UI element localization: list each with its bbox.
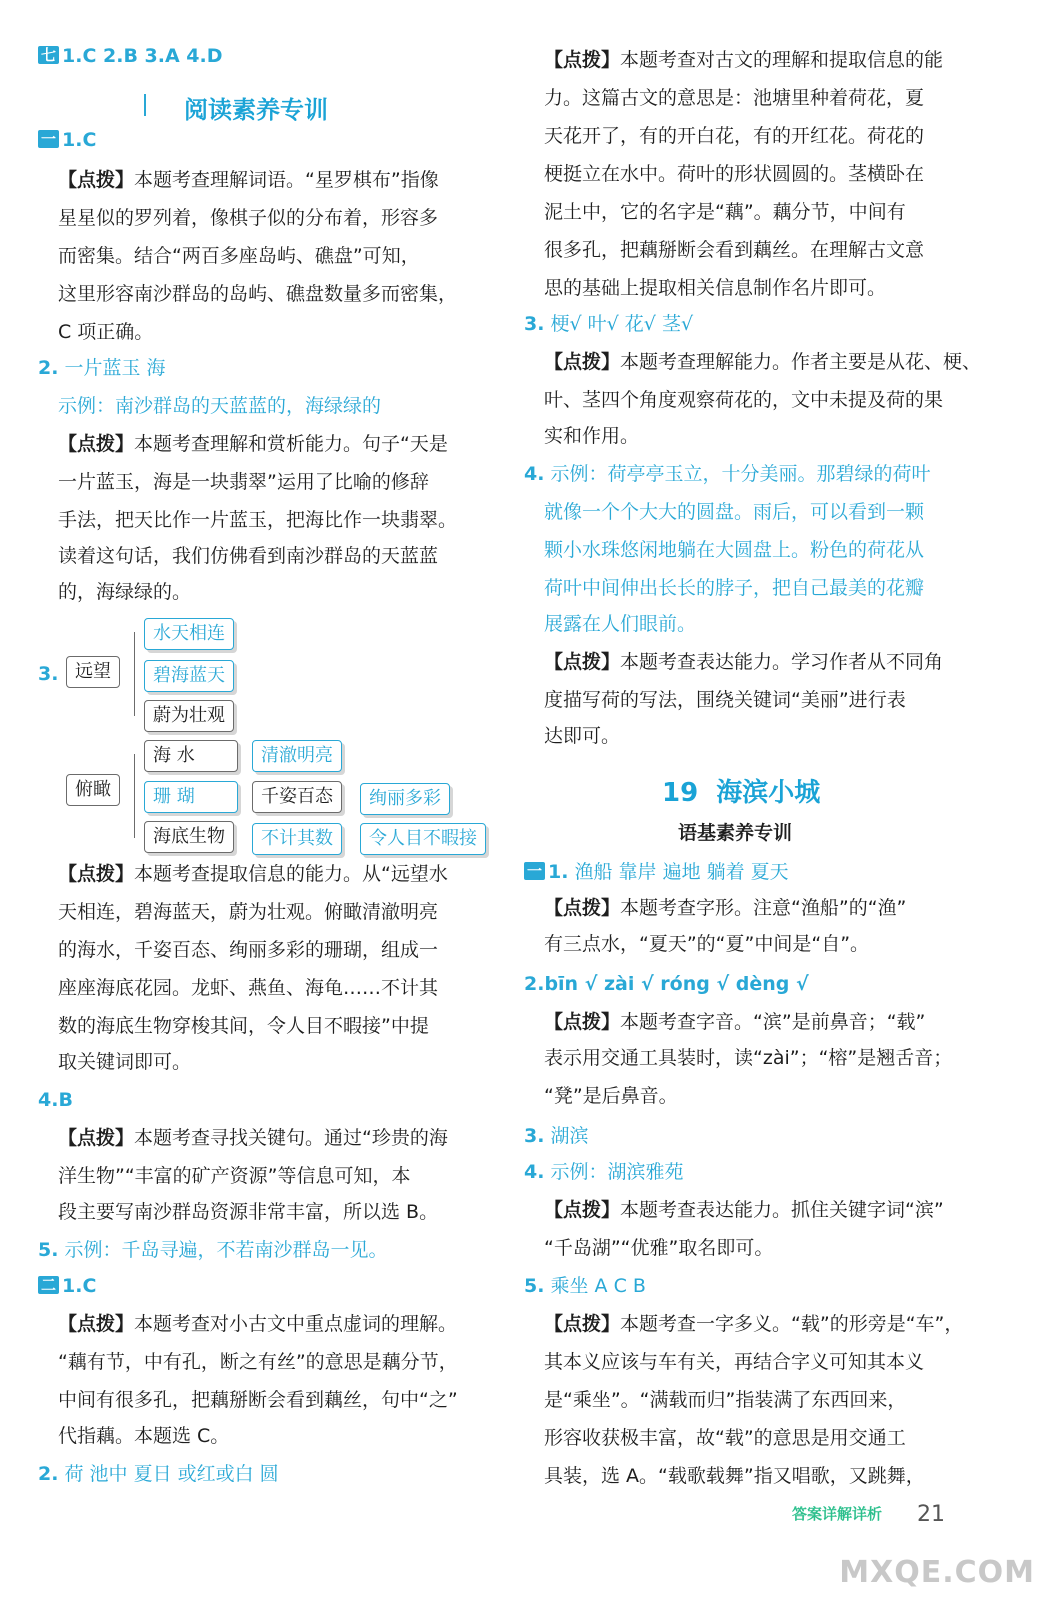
tip-line: 的，海绿绿的。	[58, 581, 192, 603]
p1-q4: 4. 示例：湖滨雅苑	[524, 1161, 684, 1183]
tip-line: “凳”是后鼻音。	[544, 1085, 678, 1107]
tip-line: 而密集。结合“两百多座岛屿、礁盘”可知，	[58, 245, 420, 267]
footer-tag: 答案详解详析	[792, 1505, 883, 1523]
part-2-q2: 2. 荷 池中 夏日 或红或白 圆	[38, 1463, 279, 1485]
tip-line: 有三点水，“夏天”的“夏”中间是“自”。	[544, 933, 870, 955]
tip-line: 天花开了，有的开白花，有的开红花。荷花的	[544, 125, 925, 147]
tip-line: 具装，选 A。“载歌载舞”指又唱歌，又跳舞，	[544, 1465, 925, 1487]
p1-q1: 一 1. 渔船 靠岸 遍地 躺着 夏天	[524, 860, 789, 884]
diagram-answer-box: 绚丽多彩	[360, 783, 450, 815]
example-answer-line: 就像一个个大大的圆盘。雨后，可以看到一颗	[544, 501, 925, 523]
p1-q3: 3. 湖滨	[524, 1125, 589, 1147]
tip-line: 座座海底花园。龙虾、燕鱼、海龟……不计其	[58, 977, 439, 999]
tip-line: 【点拨】本题考查表达能力。抓住关键字词“滨”	[544, 1199, 944, 1221]
tip-line: 【点拨】本题考查一字多义。“载”的形旁是“车”，	[544, 1313, 964, 1335]
page-number: 21	[917, 1502, 945, 1527]
tip-line: 【点拨】本题考查字音。“滨”是前鼻音；“载”	[544, 1011, 926, 1033]
diagram-bracket	[134, 754, 135, 838]
tip-line: 【点拨】本题考查提取信息的能力。从“远望水	[58, 863, 448, 885]
tip-line: 很多孔，把藕掰断会看到藕丝。在理解古文意	[544, 239, 925, 261]
tip-line: 梗挺立在水中。荷叶的形状圆圆的。茎横卧在	[544, 163, 925, 185]
tip-line: 实和作用。	[544, 425, 640, 447]
diagram-box: 海 水	[144, 740, 238, 772]
part-1-q2: 2. 一片蓝玉 海	[38, 357, 166, 379]
diagram-box: 海底生物	[144, 821, 234, 853]
tip-line: 叶、茎四个角度观察荷花的，文中未提及荷的果	[544, 389, 944, 411]
tip-line: “藕有节，中有孔，断之有丝”的意思是藕分节，	[58, 1351, 458, 1373]
tip-line: 度描写荷的写法，围绕关键词“美丽”进行表	[544, 689, 906, 711]
part-1-q1: 一 1.C	[38, 128, 96, 152]
tip-line: 达即可。	[544, 725, 621, 747]
diagram-box: 蔚为壮观	[144, 700, 234, 732]
lesson-heading	[662, 772, 820, 809]
tip-line: 中间有很多孔，把藕掰断会看到藕丝，句中“之”	[58, 1389, 458, 1411]
tip-line: 泥土中，它的名字是“藕”。藕分节，中间有	[544, 201, 906, 223]
tip-line: 读着这句话，我们仿佛看到南沙群岛的天蓝蓝	[58, 545, 439, 567]
subsection-title: 语基素养专训	[678, 822, 793, 844]
tip-line: 这里形容南沙群岛的岛屿、礁盘数量多而密集，	[58, 283, 458, 305]
tip-line: 表示用交通工具装时，读“zài”；“榕”是翘舌音；	[544, 1047, 953, 1069]
watermark: MXQE.COM	[839, 1555, 1035, 1590]
section-title-marker	[144, 94, 146, 116]
tip-line: 洋生物”“丰富的矿产资源”等信息可知，本	[58, 1165, 411, 1187]
tip-line: 形容收获极丰富，故“载”的意思是用交通工	[544, 1427, 906, 1449]
lesson-title: 海滨小城	[716, 778, 821, 808]
part-1-badge: 一	[38, 130, 59, 148]
diagram-box: 千姿百态	[252, 781, 342, 813]
right-q3: 3. 梗√ 叶√ 花√ 茎√	[524, 313, 694, 335]
tip-line: “千岛湖”“优雅”取名即可。	[544, 1237, 774, 1259]
tip-line: 其本义应该与车有关，再结合字义可知其本义	[544, 1351, 925, 1373]
tip-line: 【点拨】本题考查寻找关键句。通过“珍贵的海	[58, 1127, 448, 1149]
diagram-answer-box: 清澈明亮	[252, 740, 342, 772]
tip-line: C 项正确。	[58, 321, 154, 343]
tip-line: 思的基础上提取相关信息制作名片即可。	[544, 277, 887, 299]
tip-line: 【点拨】本题考查理解和赏析能力。句子“天是	[58, 433, 448, 455]
example-answer: 示例：南沙群岛的天蓝蓝的，海绿绿的	[58, 395, 382, 417]
tip-line: 星星似的罗列着，像棋子似的分布着，形容多	[58, 207, 439, 229]
diagram-answer-box: 水天相连	[144, 618, 234, 650]
diagram-answer-box: 珊 瑚	[144, 781, 238, 813]
part-2-badge: 二	[38, 1276, 59, 1294]
tip-line: 力。这篇古文的意思是：池塘里种着荷花，夏	[544, 87, 925, 109]
lesson-number: 19	[662, 778, 699, 808]
part-2-q1: 二 1.C	[38, 1274, 96, 1298]
example-answer-line: 展露在人们眼前。	[544, 613, 697, 635]
section-7-answers: 七 1.C 2.B 3.A 4.D	[38, 44, 223, 68]
tip-line: 是“乘坐”。“满载而归”指装满了东西回来，	[544, 1389, 907, 1411]
example-answer-line: 颗小水珠悠闲地躺在大圆盘上。粉色的荷花从	[544, 539, 925, 561]
tip-line: 代指藕。本题选 C。	[58, 1425, 230, 1447]
section-title: 阅读素养专训	[184, 96, 328, 124]
tip-line: 数的海底生物穿梭其间，令人目不暇接”中提	[58, 1015, 429, 1037]
section-7-badge: 七	[38, 46, 59, 64]
part-1-q5: 5. 示例：千岛寻遍，不若南沙群岛一见。	[38, 1239, 388, 1261]
p1-q2: 2.bīn √ zài √ róng √ dèng √	[524, 973, 809, 995]
tip-line: 【点拨】本题考查表达能力。学习作者从不同角	[544, 651, 944, 673]
right-q4: 4. 示例：荷亭亭玉立，十分美丽。那碧绿的荷叶	[524, 463, 931, 485]
tip-line: 【点拨】本题考查对古文的理解和提取信息的能	[544, 49, 944, 71]
example-answer-line: 荷叶中间伸出长长的脖子，把自己最美的花瓣	[544, 577, 925, 599]
tip-line: 手法，把天比作一片蓝玉，把海比作一块翡翠。	[58, 509, 458, 531]
tip-line: 的海水，千姿百态、绚丽多彩的珊瑚，组成一	[58, 939, 439, 961]
part-1-q4: 4.B	[38, 1089, 73, 1111]
diagram-bracket	[134, 632, 135, 716]
p1-q5: 5. 乘坐 A C B	[524, 1275, 646, 1297]
diagram-yuanwang: 远望	[66, 656, 120, 688]
diagram-answer-box: 令人目不暇接	[360, 823, 486, 855]
diagram-fukan: 俯瞰	[66, 774, 120, 806]
part-1-badge: 一	[524, 862, 545, 880]
diagram-answer-box: 碧海蓝天	[144, 660, 234, 692]
tip-line: 取关键词即可。	[58, 1051, 192, 1073]
diagram-answer-box: 不计其数	[252, 823, 342, 855]
tip-line: 【点拨】本题考查理解能力。作者主要是从花、梗、	[544, 351, 982, 373]
tip-line: 天相连，碧海蓝天，蔚为壮观。俯瞰清澈明亮	[58, 901, 439, 923]
tip-line: 段主要写南沙群岛资源非常丰富，所以选 B。	[58, 1201, 439, 1223]
tip-line: 【点拨】本题考查对小古文中重点虚词的理解。	[58, 1313, 458, 1335]
tip-line: 一片蓝玉，海是一块翡翠”运用了比喻的修辞	[58, 471, 429, 493]
part-1-q3-number: 3.	[38, 663, 59, 685]
tip-line: 【点拨】本题考查理解词语。“星罗棋布”指像	[58, 169, 439, 191]
tip-line: 【点拨】本题考查字形。注意“渔船”的“渔”	[544, 897, 907, 919]
